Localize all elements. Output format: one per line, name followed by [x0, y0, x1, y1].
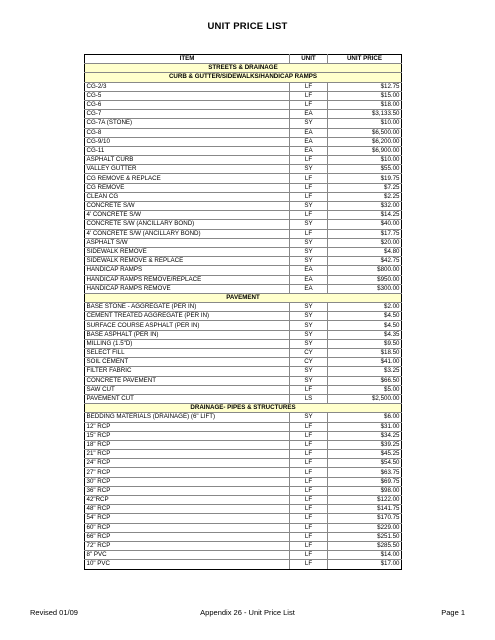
table-row [85, 257, 402, 266]
item-name-cell: SOIL CEMENT [85, 358, 290, 367]
item-name-cell: 21" RCP [85, 450, 290, 459]
table-row [85, 110, 402, 119]
item-name-cell: 72" RCP [85, 541, 290, 550]
table-body [85, 64, 402, 569]
unit-price-cell: $98.00 [328, 486, 402, 495]
unit-price-cell: $285.50 [328, 541, 402, 550]
table-row [85, 523, 402, 532]
unit-cell: LF [290, 560, 328, 569]
unit-cell: LF [290, 486, 328, 495]
unit-price-table [84, 54, 402, 570]
unit-price-cell: $45.25 [328, 450, 402, 459]
table-row [85, 321, 402, 330]
table-row [85, 220, 402, 229]
table-row [85, 174, 402, 183]
unit-price-cell: $17.75 [328, 229, 402, 238]
unit-cell: LF [290, 532, 328, 541]
unit-cell: CY [290, 358, 328, 367]
item-name-cell: ASPHALT CURB [85, 156, 290, 165]
unit-price-cell: $54.50 [328, 459, 402, 468]
item-name-cell: 18" RCP [85, 440, 290, 449]
table-row [85, 339, 402, 348]
table-row [85, 505, 402, 514]
unit-price-cell: $55.00 [328, 165, 402, 174]
unit-cell: LF [290, 211, 328, 220]
footer-page-number: Page 1 [441, 608, 465, 617]
unit-cell: LF [290, 229, 328, 238]
unit-price-cell: $300.00 [328, 284, 402, 293]
item-name-cell: 48" RCP [85, 505, 290, 514]
item-name-cell: PAVEMENT CUT [85, 394, 290, 403]
column-header-unit: UNIT [290, 55, 328, 64]
table-row [85, 349, 402, 358]
unit-cell: LF [290, 514, 328, 523]
table-row [85, 477, 402, 486]
item-name-cell: HANDICAP RAMPS REMOVE/REPLACE [85, 275, 290, 284]
table-row [85, 496, 402, 505]
table-row [85, 303, 402, 312]
unit-cell: EA [290, 284, 328, 293]
item-name-cell: 60" RCP [85, 523, 290, 532]
unit-price-cell: $141.75 [328, 505, 402, 514]
unit-price-cell: $32.00 [328, 202, 402, 211]
unit-cell: EA [290, 266, 328, 275]
unit-price-cell: $10.00 [328, 119, 402, 128]
item-name-cell: CG-9/10 [85, 137, 290, 146]
unit-cell: SY [290, 220, 328, 229]
item-name-cell: FILTER FABRIC [85, 367, 290, 376]
unit-cell: LF [290, 496, 328, 505]
section-header-row [85, 64, 402, 73]
item-name-cell: CG-5 [85, 91, 290, 100]
table-row [85, 422, 402, 431]
unit-cell: LF [290, 422, 328, 431]
unit-price-cell: $3.25 [328, 367, 402, 376]
item-name-cell: 42"RCP [85, 496, 290, 505]
item-name-cell: SELECT FILL [85, 349, 290, 358]
unit-price-cell: $19.75 [328, 174, 402, 183]
unit-price-cell: $6,500.00 [328, 128, 402, 137]
item-name-cell: 54" RCP [85, 514, 290, 523]
unit-price-cell: $7.25 [328, 183, 402, 192]
table-row [85, 82, 402, 91]
column-header-unit-price: UNIT PRICE [328, 55, 402, 64]
table-row [85, 450, 402, 459]
unit-cell: SY [290, 330, 328, 339]
page-title: UNIT PRICE LIST [207, 21, 288, 32]
item-name-cell: CG-7 [85, 110, 290, 119]
item-name-cell: 36" RCP [85, 486, 290, 495]
unit-price-cell: $63.75 [328, 468, 402, 477]
footer-document-title: Appendix 26 - Unit Price List [200, 608, 295, 617]
unit-price-cell: $3,133.50 [328, 110, 402, 119]
item-name-cell: ASPHALT S/W [85, 238, 290, 247]
unit-cell: SY [290, 339, 328, 348]
table-header-row [85, 55, 402, 64]
section-title: CURB & GUTTER/SIDEWALKS/HANDICAP RAMPS [85, 73, 402, 82]
item-name-cell: CONCRETE PAVEMENT [85, 376, 290, 385]
unit-cell: SY [290, 312, 328, 321]
unit-price-cell: $2.25 [328, 192, 402, 201]
unit-cell: LF [290, 431, 328, 440]
table-row [85, 284, 402, 293]
table-row [85, 137, 402, 146]
unit-price-cell: $122.00 [328, 496, 402, 505]
unit-price-cell: $251.50 [328, 532, 402, 541]
unit-price-cell: $6,900.00 [328, 146, 402, 155]
table-row [85, 91, 402, 100]
unit-price-cell: $69.75 [328, 477, 402, 486]
item-name-cell: CG REMOVE & REPLACE [85, 174, 290, 183]
unit-cell: LF [290, 192, 328, 201]
unit-price-cell: $4.50 [328, 321, 402, 330]
item-name-cell: CONCRETE S/W (ANCILLARY BOND) [85, 220, 290, 229]
unit-price-cell: $31.00 [328, 422, 402, 431]
footer-revision: Revised 01/09 [30, 608, 78, 617]
unit-cell: SY [290, 202, 328, 211]
table-row [85, 385, 402, 394]
unit-cell: EA [290, 275, 328, 284]
item-name-cell: 66" RCP [85, 532, 290, 541]
table-row [85, 376, 402, 385]
unit-cell: EA [290, 146, 328, 155]
item-name-cell: 8" PVC [85, 551, 290, 560]
table-row [85, 541, 402, 550]
item-name-cell: MILLING (1.5"D) [85, 339, 290, 348]
item-name-cell: 27" RCP [85, 468, 290, 477]
unit-cell: SY [290, 119, 328, 128]
unit-cell: LF [290, 541, 328, 550]
unit-price-cell: $9.50 [328, 339, 402, 348]
unit-price-cell: $42.75 [328, 257, 402, 266]
table-row [85, 211, 402, 220]
unit-cell: SY [290, 247, 328, 256]
item-name-cell: CG-6 [85, 100, 290, 109]
item-name-cell: BASE ASPHALT (PER IN) [85, 330, 290, 339]
unit-cell: CY [290, 349, 328, 358]
item-name-cell: SIDEWALK REMOVE & REPLACE [85, 257, 290, 266]
item-name-cell: CG-7A (STONE) [85, 119, 290, 128]
unit-cell: EA [290, 137, 328, 146]
section-title: DRAINAGE- PIPES & STRUCTURES [85, 404, 402, 413]
unit-price-cell: $6.00 [328, 413, 402, 422]
unit-price-cell: $229.00 [328, 523, 402, 532]
section-header-row [85, 404, 402, 413]
unit-price-cell: $39.25 [328, 440, 402, 449]
item-name-cell: SURFACE COURSE ASPHALT (PER IN) [85, 321, 290, 330]
unit-price-cell: $4.50 [328, 312, 402, 321]
table-row [85, 367, 402, 376]
unit-price-cell: $66.50 [328, 376, 402, 385]
table-row [85, 275, 402, 284]
table-row [85, 413, 402, 422]
item-name-cell: CONCRETE S/W [85, 202, 290, 211]
table-row [85, 514, 402, 523]
unit-price-cell: $4.35 [328, 330, 402, 339]
section-title: STREETS & DRAINAGE [85, 64, 402, 73]
unit-cell: LF [290, 156, 328, 165]
unit-cell: LF [290, 505, 328, 514]
unit-cell: EA [290, 128, 328, 137]
unit-price-cell: $41.00 [328, 358, 402, 367]
item-name-cell: 10" PVC [85, 560, 290, 569]
table-row [85, 440, 402, 449]
unit-price-cell: $34.25 [328, 431, 402, 440]
item-name-cell: 12" RCP [85, 422, 290, 431]
unit-cell: SY [290, 303, 328, 312]
unit-cell: LF [290, 82, 328, 91]
unit-price-cell: $5.00 [328, 385, 402, 394]
table-row [85, 560, 402, 569]
item-name-cell: BASE STONE - AGGREGATE (PER IN) [85, 303, 290, 312]
unit-price-cell: $14.25 [328, 211, 402, 220]
unit-price-cell: $170.75 [328, 514, 402, 523]
table-row [85, 330, 402, 339]
unit-cell: LF [290, 468, 328, 477]
table-row [85, 486, 402, 495]
unit-price-cell: $18.50 [328, 349, 402, 358]
table-row [85, 146, 402, 155]
unit-price-cell: $17.00 [328, 560, 402, 569]
item-name-cell: VALLEY GUTTER [85, 165, 290, 174]
unit-cell: LF [290, 551, 328, 560]
unit-price-cell: $4.80 [328, 247, 402, 256]
unit-cell: SY [290, 413, 328, 422]
table-row [85, 431, 402, 440]
unit-price-cell: $14.00 [328, 551, 402, 560]
table-row [85, 551, 402, 560]
unit-price-cell: $2,500.00 [328, 394, 402, 403]
table-row [85, 238, 402, 247]
unit-price-cell: $800.00 [328, 266, 402, 275]
table-row [85, 202, 402, 211]
item-name-cell: BEDDING MATERIALS (DRAINAGE) (6" LIFT) [85, 413, 290, 422]
table-row [85, 358, 402, 367]
unit-price-cell: $12.75 [328, 82, 402, 91]
unit-price-cell: $15.00 [328, 91, 402, 100]
table-row [85, 312, 402, 321]
item-name-cell: SIDEWALK REMOVE [85, 247, 290, 256]
table-row [85, 459, 402, 468]
table-row [85, 247, 402, 256]
unit-cell: LF [290, 174, 328, 183]
item-name-cell: CG-2/3 [85, 82, 290, 91]
unit-cell: LF [290, 459, 328, 468]
unit-cell: SY [290, 238, 328, 247]
item-name-cell: 24" RCP [85, 459, 290, 468]
table-row [85, 183, 402, 192]
unit-cell: LF [290, 91, 328, 100]
item-name-cell: CLEAN CG [85, 192, 290, 201]
unit-price-cell: $10.00 [328, 156, 402, 165]
item-name-cell: 4' CONCRETE S/W (ANCILLARY BOND) [85, 229, 290, 238]
unit-cell: SY [290, 257, 328, 266]
unit-cell: LF [290, 183, 328, 192]
table-row [85, 468, 402, 477]
table-row [85, 394, 402, 403]
unit-cell: LF [290, 523, 328, 532]
item-name-cell: 4' CONCRETE S/W [85, 211, 290, 220]
unit-cell: LF [290, 385, 328, 394]
unit-cell: LF [290, 440, 328, 449]
unit-cell: LS [290, 394, 328, 403]
table-row [85, 532, 402, 541]
table-row [85, 192, 402, 201]
item-name-cell: HANDICAP RAMPS REMOVE [85, 284, 290, 293]
item-name-cell: 30" RCP [85, 477, 290, 486]
item-name-cell: SAW CUT [85, 385, 290, 394]
unit-cell: SY [290, 367, 328, 376]
unit-price-cell: $6,200.00 [328, 137, 402, 146]
table-row [85, 119, 402, 128]
unit-price-cell: $950.00 [328, 275, 402, 284]
unit-price-cell: $2.00 [328, 303, 402, 312]
unit-cell: SY [290, 321, 328, 330]
item-name-cell: HANDICAP RAMPS [85, 266, 290, 275]
unit-cell: SY [290, 165, 328, 174]
section-title: PAVEMENT [85, 293, 402, 302]
unit-price-cell: $40.00 [328, 220, 402, 229]
unit-cell: LF [290, 477, 328, 486]
unit-price-cell: $18.00 [328, 100, 402, 109]
item-name-cell: CG REMOVE [85, 183, 290, 192]
section-header-row [85, 73, 402, 82]
table-row [85, 165, 402, 174]
table-row [85, 100, 402, 109]
unit-cell: LF [290, 100, 328, 109]
section-header-row [85, 293, 402, 302]
unit-cell: EA [290, 110, 328, 119]
column-header-item: ITEM [85, 55, 290, 64]
table-row [85, 156, 402, 165]
unit-cell: LF [290, 450, 328, 459]
table-row [85, 266, 402, 275]
item-name-cell: CEMENT TREATED AGGREGATE (PER IN) [85, 312, 290, 321]
table-row [85, 229, 402, 238]
item-name-cell: CG-8 [85, 128, 290, 137]
item-name-cell: 15" RCP [85, 431, 290, 440]
unit-cell: SY [290, 376, 328, 385]
table-row [85, 128, 402, 137]
unit-price-cell: $20.00 [328, 238, 402, 247]
item-name-cell: CG-11 [85, 146, 290, 155]
